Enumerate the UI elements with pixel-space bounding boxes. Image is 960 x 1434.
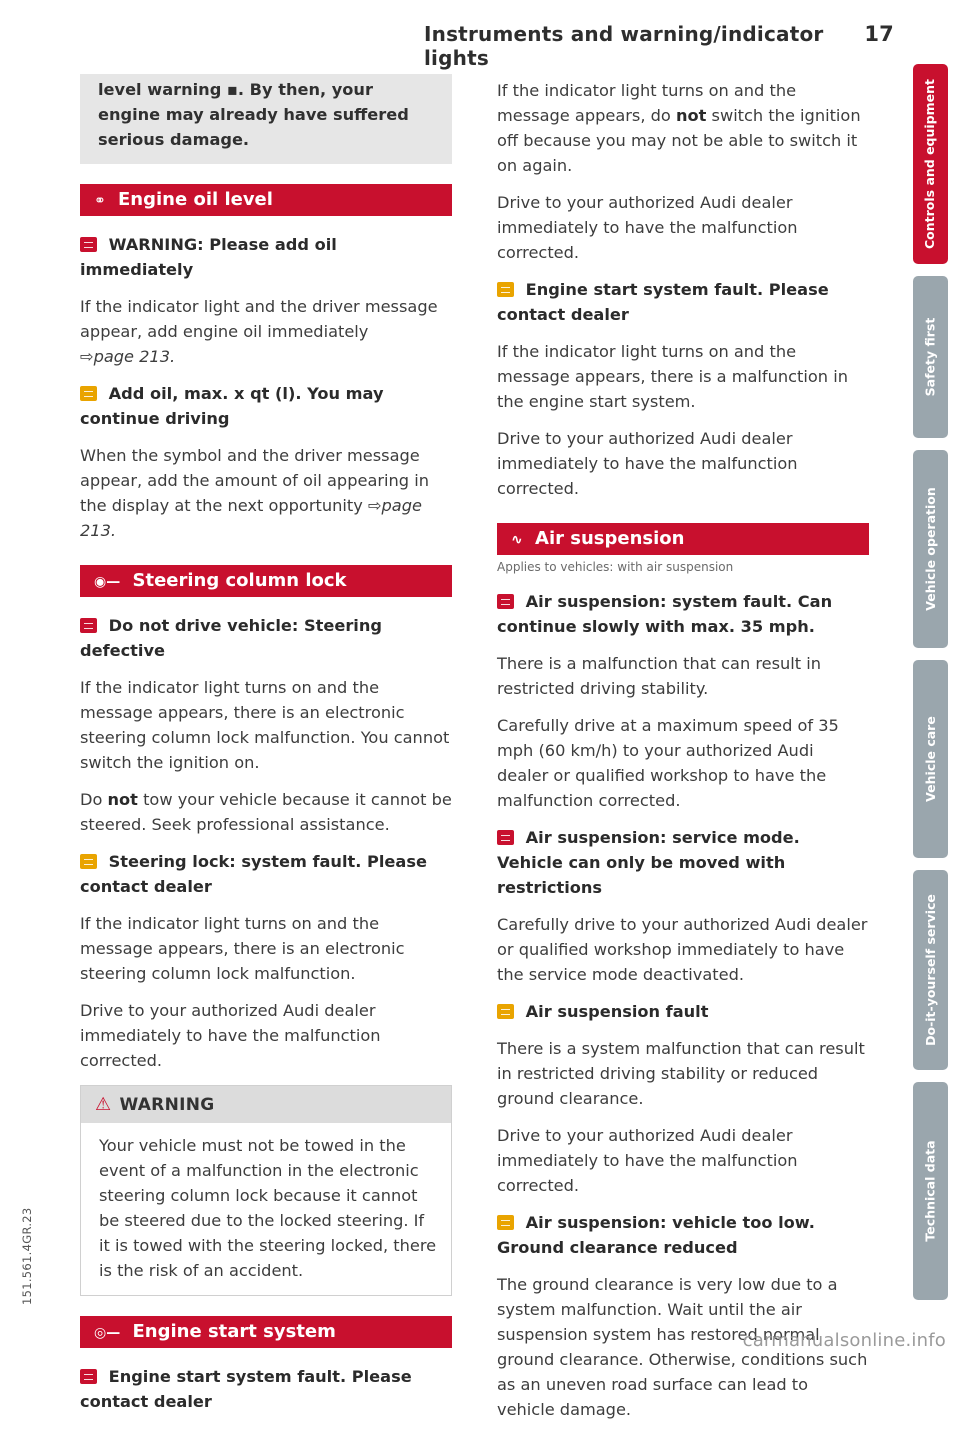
paragraph: Do not tow your vehicle because it cannot be steered. Seek professional assistance. xyxy=(80,790,452,834)
message-steering-lock-fault: Steering lock: system fault. Please contact dealer xyxy=(80,852,427,896)
engine-start-indicator-icon xyxy=(497,282,514,297)
document-code: 151.561.4GR.23 xyxy=(20,1207,34,1305)
warning-text: Your vehicle must not be towed in the event of a malfunction in the electronic steering column lock because it cannot be steered due to the locked steering. If it is towed with the steering locked, there is the risk of an accident. xyxy=(99,1136,437,1280)
paragraph: If the indicator light turns on and the message appears, there is a malfunction in the engine start system. xyxy=(497,342,848,411)
paragraph: If the indicator light and the driver message appear, add engine oil immediately ⇨page 213. xyxy=(80,297,438,366)
message-add-oil-immediately: WARNING: Please add oil immediately xyxy=(80,235,337,279)
oil-can-icon: ⚭ xyxy=(94,193,106,209)
paragraph: When the symbol and the driver message appear, add the amount of oil appearing in the display at the next opportunity ⇨page 213. xyxy=(80,446,429,540)
right-column xyxy=(497,78,869,1434)
paragraph: Carefully drive at a maximum speed of 35 mph (60 km/h) to your authorized Audi dealer or qualified workshop to have the malfunction corrected. xyxy=(497,716,839,810)
air-suspension-warning-indicator-icon xyxy=(497,830,514,845)
section-title: Air suspension xyxy=(535,528,685,549)
message-steering-defective: Do not drive vehicle: Steering defective xyxy=(80,616,382,660)
continued-warning-box xyxy=(80,74,452,164)
air-suspension-indicator-icon xyxy=(497,1215,514,1230)
message-air-suspension-fault: Air suspension fault xyxy=(497,999,869,1024)
continued-warning-text: level warning ▪. By then, your engine may already have suffered serious damage. xyxy=(98,80,409,149)
paragraph: Drive to your authorized Audi dealer immediately to have the malfunction corrected. xyxy=(497,1126,798,1195)
tab-vehicle-care[interactable]: Vehicle care xyxy=(913,660,948,858)
applies-to-note: Applies to vehicles: with air suspension xyxy=(497,560,734,574)
paragraph: There is a malfunction that can result in restricted driving stability. xyxy=(497,654,822,698)
tab-do-it-yourself-service[interactable]: Do-it-yourself service xyxy=(913,870,948,1070)
tab-vehicle-operation[interactable]: Vehicle operation xyxy=(913,450,948,648)
air-suspension-warning-indicator-icon xyxy=(497,594,514,609)
paragraph: There is a system malfunction that can result in restricted driving stability or reduced ground clearance. xyxy=(497,1039,865,1108)
page-reference-link[interactable]: ⇨page 213. xyxy=(80,496,422,540)
section-title: Engine start system xyxy=(132,1321,336,1342)
paragraph: Drive to your authorized Audi dealer immediately to have the malfunction corrected. xyxy=(497,429,798,498)
message-air-suspension-too-low: Air suspension: vehicle too low. Ground clearance reduced xyxy=(497,1213,815,1257)
section-steering-column-lock xyxy=(80,565,452,597)
paragraph: Carefully drive to your authorized Audi dealer or qualified workshop immediately to have the service mode deactivated. xyxy=(497,915,868,984)
chapter-title: Instruments and warning/indicator lights xyxy=(424,22,824,70)
message-engine-start-fault: Engine start system fault. Please contact dealer xyxy=(80,1367,412,1411)
tab-technical-data[interactable]: Technical data xyxy=(913,1082,948,1300)
paragraph: If the indicator light turns on and the message appears, there is an electronic steering column lock malfunction. xyxy=(80,914,405,983)
air-suspension-indicator-icon xyxy=(497,1004,514,1019)
warning-title: ⚠ WARNING xyxy=(81,1086,451,1123)
page-header xyxy=(424,22,894,70)
warning-box xyxy=(80,1085,452,1296)
watermark: carmanualsonline.info xyxy=(742,1330,946,1351)
oil-level-indicator-icon xyxy=(80,386,97,401)
message-air-suspension-service-mode: Air suspension: service mode. Vehicle can only be moved with restrictions xyxy=(497,828,800,897)
steering-lock-indicator-icon xyxy=(80,854,97,869)
section-engine-start-system xyxy=(80,1316,452,1348)
car-suspension-icon: ∿ xyxy=(511,532,523,548)
paragraph: The ground clearance is very low due to a system malfunction. Wait until the air suspension system has restored normal ground clearance. Otherwise, conditions such as an uneven road surface can lead to vehicle damage. xyxy=(497,1275,868,1419)
oil-warning-indicator-icon xyxy=(80,237,97,252)
section-title: Engine oil level xyxy=(118,189,273,210)
steering-lock-icon: ◉— xyxy=(94,574,121,590)
section-air-suspension xyxy=(497,523,869,555)
page-reference-link[interactable]: ⇨page 213. xyxy=(80,347,176,366)
warning-triangle-icon: ⚠ xyxy=(95,1094,112,1115)
message-air-suspension-system-fault: Air suspension: system fault. Can continue slowly with max. 35 mph. xyxy=(497,592,833,636)
steering-warning-indicator-icon xyxy=(80,618,97,633)
engine-start-warning-indicator-icon xyxy=(80,1369,97,1384)
paragraph: If the indicator light turns on and the message appears, there is an electronic steering column lock malfunction. You cannot switch the ignition on. xyxy=(80,678,450,772)
paragraph: If the indicator light turns on and the message appears, do not switch the ignition off because you may not be able to switch it on again. xyxy=(497,81,861,175)
tab-controls-and-equipment[interactable]: Controls and equipment xyxy=(913,64,948,264)
page-number: 17 xyxy=(864,22,894,46)
key-icon: ◎— xyxy=(94,1325,121,1341)
left-column xyxy=(80,74,452,1426)
message-engine-start-fault-yellow: Engine start system fault. Please contact dealer xyxy=(497,280,829,324)
tab-safety-first[interactable]: Safety first xyxy=(913,276,948,438)
message-add-oil-continue: Add oil, max. x qt (l). You may continue driving xyxy=(80,384,384,428)
section-engine-oil-level xyxy=(80,184,452,216)
paragraph: Drive to your authorized Audi dealer immediately to have the malfunction corrected. xyxy=(80,1001,381,1070)
section-title: Steering column lock xyxy=(132,570,347,591)
paragraph: Drive to your authorized Audi dealer immediately to have the malfunction corrected. xyxy=(497,193,798,262)
